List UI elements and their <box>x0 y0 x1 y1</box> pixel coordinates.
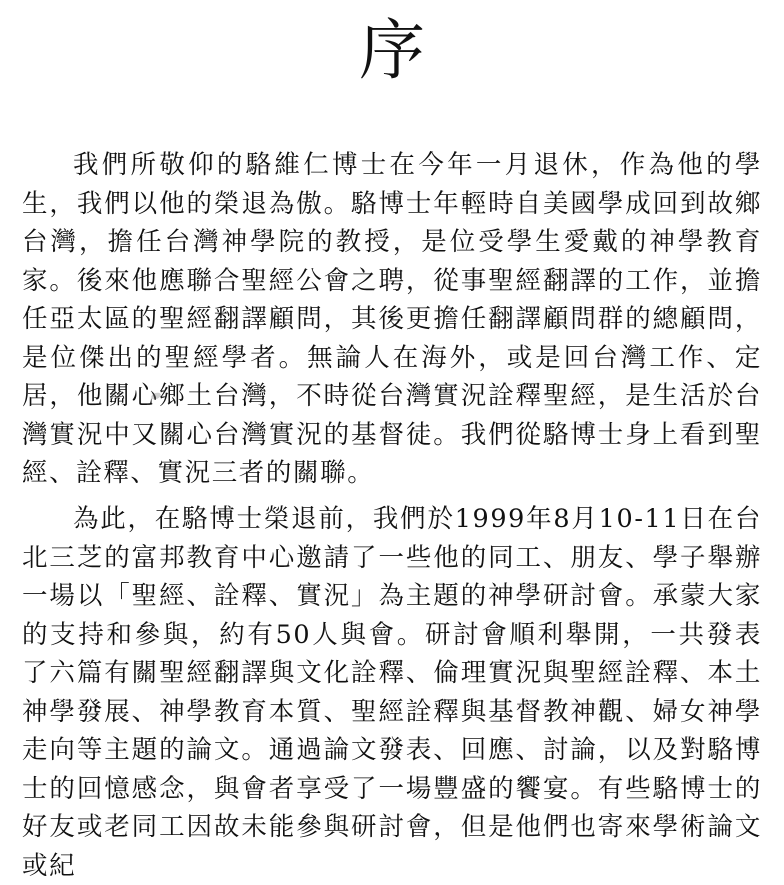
preface-paragraph-2: 為此，在駱博士榮退前，我們於1999年8月10-11日在台北三芝的富邦教育中心邀請了一些他的同工、朋友、學子舉辦一場以「聖經、詮釋、實況」為主題的神學研討會。承蒙大家的支持和參與，約有50人與會。研討會順利舉開，一共發表了六篇有關聖經翻譯與文化詮釋、倫理實況與聖經詮釋、本土神學發展、神學教育本質、聖經詮釋與基督教神觀、婦女神學走向等主題的論文。通過論文發表、回應、討論，以及對駱博士的回憶感念，與會者享受了一場豐盛的饗宴。有些駱博士的好友或老同工因故未能參與研討會，但是他們也寄來學術論文或紀 <box>22 504 762 881</box>
preface-paragraph-1: 我們所敬仰的駱維仁博士在今年一月退休，作為他的學生，我們以他的榮退為傲。駱博士年輕時自美國學成回到故鄉台灣，擔任台灣神學院的教授，是位受學生愛戴的神學教育家。後來他應聯合聖經公會之聘，從事聖經翻譯的工作，並擔任亞太區的聖經翻譯顧問，其後更擔任翻譯顧問群的總顧問，是位傑出的聖經學者。無論人在海外，或是回台灣工作、定居，他關心鄉土台灣，不時從台灣實況詮釋聖經，是生活於台灣實況中又關心台灣實況的基督徒。我們從駱博士身上看到聖經、詮釋、實況三者的關聯。 <box>22 150 762 488</box>
page-title: 序 <box>359 12 425 89</box>
